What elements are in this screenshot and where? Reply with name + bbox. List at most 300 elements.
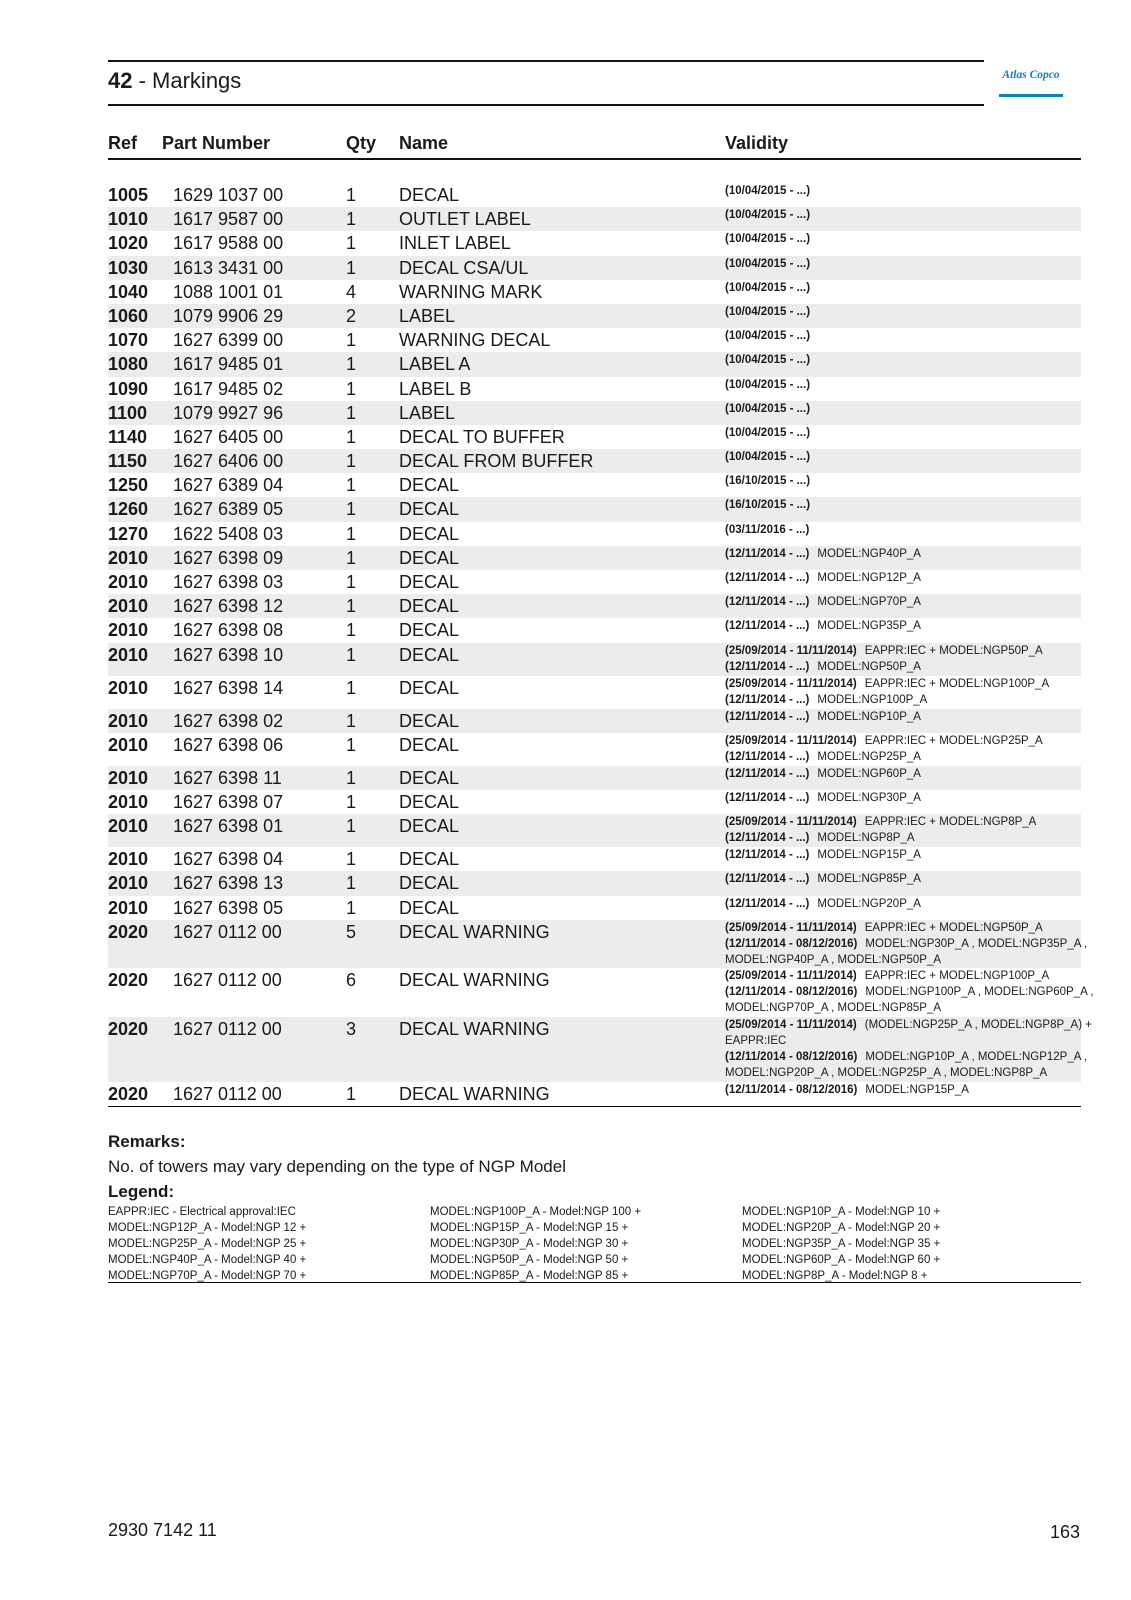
name-cell: DECAL xyxy=(399,596,460,617)
parts-table-body xyxy=(108,183,1094,1107)
ref-cell: 2020 xyxy=(108,1018,149,1039)
ref-cell: 2010 xyxy=(108,767,149,788)
validity-cell xyxy=(725,207,810,223)
remarks-section xyxy=(108,1132,1081,1283)
validity-cell xyxy=(725,766,921,782)
table-row xyxy=(108,231,1081,255)
validity-date-range: (12/11/2014 - ...) xyxy=(725,849,810,862)
validity-line xyxy=(725,594,921,610)
validity-cell xyxy=(725,497,810,513)
validity-cell xyxy=(725,570,921,586)
qty-cell: 1 xyxy=(346,233,357,254)
part-number-cell: 1617 9588 00 xyxy=(173,233,284,254)
legend-entry: MODEL:NGP30P_A - Model:NGP 30 + xyxy=(430,1238,629,1250)
part-number-cell: 1622 5408 03 xyxy=(173,523,284,544)
part-number-cell: 1627 6398 02 xyxy=(173,710,284,731)
table-row xyxy=(108,766,1081,790)
part-number-cell: 1627 6398 09 xyxy=(173,547,284,568)
table-row xyxy=(108,401,1081,425)
ref-cell: 2010 xyxy=(108,620,149,641)
validity-date-range: (12/11/2014 - 08/12/2016) xyxy=(725,1083,858,1096)
qty-cell: 1 xyxy=(346,644,357,665)
qty-cell: 1 xyxy=(346,209,357,230)
part-number-cell: 1079 9927 96 xyxy=(173,402,284,423)
part-number-cell: 1627 6398 12 xyxy=(173,596,284,617)
validity-condition: MODEL:NGP15P_A xyxy=(865,1083,969,1096)
part-number-cell: 1627 6398 13 xyxy=(173,873,284,894)
validity-date-range: (12/11/2014 - ...) xyxy=(725,832,810,845)
validity-line xyxy=(725,790,921,806)
name-cell: DECAL xyxy=(399,734,460,755)
validity-cell xyxy=(725,546,921,562)
validity-date-range: (10/04/2015 - ...) xyxy=(725,402,811,415)
name-cell: DECAL xyxy=(399,849,460,870)
validity-date-range: (12/11/2014 - ...) xyxy=(725,750,810,763)
name-cell: LABEL B xyxy=(399,378,472,399)
table-row xyxy=(108,594,1081,618)
validity-date-range: (10/04/2015 - ...) xyxy=(725,305,811,318)
qty-cell: 4 xyxy=(346,281,357,302)
validity-condition: EAPPR:IEC + MODEL:NGP25P_A xyxy=(864,734,1043,747)
validity-cell xyxy=(725,594,921,610)
validity-cell xyxy=(725,1017,1092,1081)
legend-column xyxy=(108,1204,306,1284)
validity-line xyxy=(725,401,810,417)
qty-cell: 2 xyxy=(346,305,357,326)
document-number: 2930 7142 11 xyxy=(108,1520,217,1540)
validity-date-range: (25/09/2014 - 11/11/2014) xyxy=(725,921,857,934)
part-number-cell: 1627 6398 14 xyxy=(173,677,284,698)
part-number-cell: 1627 6405 00 xyxy=(173,426,284,447)
validity-date-range: (10/04/2015 - ...) xyxy=(725,233,811,246)
validity-condition: MODEL:NGP25P_A xyxy=(817,750,921,763)
legend-entry: MODEL:NGP35P_A - Model:NGP 35 + xyxy=(742,1238,941,1250)
legend-entry: MODEL:NGP50P_A - Model:NGP 50 + xyxy=(430,1254,629,1266)
validity-line xyxy=(725,847,921,863)
table-row xyxy=(108,328,1081,352)
validity-line xyxy=(725,936,1087,952)
name-cell: DECAL xyxy=(399,523,460,544)
part-number-cell: 1627 6389 04 xyxy=(173,475,284,496)
validity-cell xyxy=(725,871,921,887)
qty-cell: 1 xyxy=(346,451,357,472)
table-row xyxy=(108,449,1081,473)
validity-condition: EAPPR:IEC + MODEL:NGP50P_A xyxy=(864,644,1043,657)
part-number-cell: 1627 6398 04 xyxy=(173,849,284,870)
qty-cell: 1 xyxy=(346,734,357,755)
table-row xyxy=(108,522,1081,546)
validity-line xyxy=(725,570,921,586)
validity-condition: MODEL:NGP40P_A , MODEL:NGP50P_A xyxy=(725,953,942,966)
validity-cell xyxy=(725,352,810,368)
validity-cell xyxy=(725,676,1049,708)
validity-date-range: (25/09/2014 - 11/11/2014) xyxy=(725,734,857,747)
ref-cell: 2010 xyxy=(108,873,149,894)
name-cell: DECAL xyxy=(399,572,460,592)
ref-cell: 2010 xyxy=(108,547,149,568)
ref-cell: 2020 xyxy=(108,921,149,942)
validity-date-range: (12/11/2014 - ...) xyxy=(725,572,810,584)
part-number-cell: 1627 6398 01 xyxy=(173,816,284,837)
brand-logo xyxy=(999,62,1063,97)
validity-date-range: (16/10/2015 - ...) xyxy=(725,475,811,488)
name-cell: INLET LABEL xyxy=(399,233,511,254)
ref-cell: 2010 xyxy=(108,849,149,870)
validity-line xyxy=(725,352,810,368)
part-number-cell: 1627 6398 06 xyxy=(173,734,284,755)
legend-column xyxy=(742,1204,940,1284)
validity-line xyxy=(725,896,921,912)
qty-cell: 1 xyxy=(346,330,357,351)
validity-date-range: (12/11/2014 - 08/12/2016) xyxy=(725,1050,858,1063)
validity-date-range: (12/11/2014 - ...) xyxy=(725,710,810,723)
table-row xyxy=(108,1082,1081,1107)
name-cell: DECAL xyxy=(399,475,460,496)
ref-cell: 2010 xyxy=(108,734,149,755)
validity-line xyxy=(725,709,921,725)
validity-date-range: (12/11/2014 - 08/12/2016) xyxy=(725,937,858,950)
name-cell: DECAL xyxy=(399,644,460,665)
ref-cell: 2010 xyxy=(108,644,149,665)
qty-cell: 1 xyxy=(346,677,357,698)
validity-line xyxy=(725,546,921,562)
part-number-cell: 1627 6399 00 xyxy=(173,330,284,351)
table-row xyxy=(108,352,1081,376)
legend-entry: MODEL:NGP25P_A - Model:NGP 25 + xyxy=(108,1238,307,1250)
part-number-cell: 1627 6406 00 xyxy=(173,451,284,472)
validity-cell xyxy=(725,1082,969,1098)
validity-date-range: (10/04/2015 - ...) xyxy=(725,451,811,464)
qty-cell: 1 xyxy=(346,873,357,894)
validity-date-range: (12/11/2014 - ...) xyxy=(725,660,810,673)
brand-logo-text: Atlas Copco xyxy=(1002,69,1060,81)
qty-cell: 1 xyxy=(346,897,357,918)
name-cell: DECAL xyxy=(399,677,460,698)
validity-line xyxy=(725,377,810,393)
qty-cell: 1 xyxy=(346,620,357,641)
validity-line xyxy=(725,920,1087,936)
validity-line xyxy=(725,814,1036,830)
validity-line xyxy=(725,618,921,634)
table-header xyxy=(108,130,1081,160)
validity-date-range: (12/11/2014 - ...) xyxy=(725,873,810,886)
validity-date-range: (12/11/2014 - ...) xyxy=(725,620,810,633)
part-number-cell: 1627 0112 00 xyxy=(173,921,282,942)
part-number-cell: 1088 1001 01 xyxy=(173,281,284,302)
name-cell: DECAL xyxy=(399,873,460,894)
validity-date-range: (10/04/2015 - ...) xyxy=(725,426,811,439)
validity-cell xyxy=(725,401,810,417)
ref-cell: 2020 xyxy=(108,1083,149,1104)
validity-line xyxy=(725,207,810,223)
name-cell: WARNING DECAL xyxy=(399,330,551,351)
qty-cell: 1 xyxy=(346,475,357,496)
ref-cell: 2010 xyxy=(108,596,149,617)
validity-condition: (MODEL:NGP25P_A , MODEL:NGP8P_A) + xyxy=(864,1018,1092,1031)
qty-cell: 1 xyxy=(346,354,357,375)
validity-line xyxy=(725,984,1094,1000)
qty-cell: 1 xyxy=(346,849,357,870)
validity-cell xyxy=(725,328,810,344)
validity-cell xyxy=(725,377,810,393)
name-cell: DECAL xyxy=(399,816,460,837)
qty-cell: 1 xyxy=(346,499,357,520)
name-cell: LABEL xyxy=(399,402,456,423)
legend-entry: MODEL:NGP85P_A - Model:NGP 85 + xyxy=(430,1270,629,1282)
validity-condition: EAPPR:IEC + MODEL:NGP100P_A xyxy=(864,677,1050,690)
validity-date-range: (10/04/2015 - ...) xyxy=(725,330,811,343)
part-number-cell: 1627 6389 05 xyxy=(173,499,284,520)
name-cell: DECAL WARNING xyxy=(399,921,550,942)
validity-date-range: (03/11/2016 - ...) xyxy=(725,523,810,536)
validity-date-range: (25/09/2014 - 11/11/2014) xyxy=(725,1018,857,1031)
validity-date-range: (10/04/2015 - ...) xyxy=(725,257,811,270)
validity-line xyxy=(725,522,809,538)
ref-cell: 2010 xyxy=(108,710,149,731)
validity-date-range: (10/04/2015 - ...) xyxy=(725,378,811,391)
col-header-part-number: Part Number xyxy=(162,133,271,153)
validity-line xyxy=(725,1000,1094,1016)
ref-cell: 1060 xyxy=(108,305,149,326)
validity-line xyxy=(725,231,810,247)
validity-cell xyxy=(725,618,921,634)
validity-cell xyxy=(725,280,810,296)
qty-cell: 6 xyxy=(346,970,357,991)
col-header-ref: Ref xyxy=(108,133,138,153)
validity-line xyxy=(725,449,810,465)
validity-condition: EAPPR:IEC + MODEL:NGP100P_A xyxy=(864,970,1050,983)
validity-condition: MODEL:NGP100P_A , MODEL:NGP60P_A , xyxy=(865,986,1094,999)
validity-cell xyxy=(725,733,1043,765)
validity-condition: MODEL:NGP30P_A , MODEL:NGP35P_A , xyxy=(865,937,1088,950)
part-number-cell: 1627 6398 11 xyxy=(173,767,282,788)
ref-cell: 1030 xyxy=(108,257,149,278)
validity-cell xyxy=(725,522,809,538)
legend-entry: MODEL:NGP10P_A - Model:NGP 10 + xyxy=(742,1206,941,1218)
validity-line xyxy=(725,256,810,272)
part-number-cell: 1627 6398 10 xyxy=(173,644,284,665)
name-cell: DECAL xyxy=(399,185,460,205)
validity-line xyxy=(725,871,921,887)
validity-line xyxy=(725,692,1049,708)
legend-entry: MODEL:NGP15P_A - Model:NGP 15 + xyxy=(430,1222,629,1234)
page-number: 163 xyxy=(1050,1522,1081,1542)
legend-entry: MODEL:NGP20P_A - Model:NGP 20 + xyxy=(742,1222,941,1234)
legend-entry: MODEL:NGP70P_A - Model:NGP 70 + xyxy=(108,1270,307,1282)
chapter-number: 42 xyxy=(108,68,133,93)
validity-date-range: (16/10/2015 - ...) xyxy=(725,499,811,512)
validity-line xyxy=(725,473,810,489)
legend-entry: MODEL:NGP100P_A - Model:NGP 100 + xyxy=(430,1206,642,1218)
table-row xyxy=(108,643,1081,676)
ref-cell: 1070 xyxy=(108,330,149,351)
name-cell: LABEL xyxy=(399,305,456,326)
ref-cell: 1090 xyxy=(108,378,149,399)
validity-condition: MODEL:NGP85P_A xyxy=(817,873,921,886)
table-row xyxy=(108,256,1081,280)
ref-cell: 1260 xyxy=(108,499,149,520)
remarks-text: No. of towers may vary depending on the type of NGP Model xyxy=(108,1157,566,1176)
validity-line xyxy=(725,183,810,199)
validity-condition: MODEL:NGP10P_A , MODEL:NGP12P_A , xyxy=(865,1050,1088,1063)
validity-condition: EAPPR:IEC xyxy=(725,1034,787,1047)
name-cell: DECAL xyxy=(399,791,460,812)
part-number-cell: 1627 6398 08 xyxy=(173,620,284,641)
name-cell: DECAL xyxy=(399,767,460,788)
legend-entry: MODEL:NGP60P_A - Model:NGP 60 + xyxy=(742,1254,941,1266)
validity-condition: MODEL:NGP50P_A xyxy=(817,660,921,673)
validity-cell xyxy=(725,256,810,272)
qty-cell: 1 xyxy=(346,791,357,812)
table-row xyxy=(108,497,1081,521)
table-row xyxy=(108,570,1081,594)
remarks-title: Remarks: xyxy=(108,1132,186,1151)
validity-date-range: (12/11/2014 - ...) xyxy=(725,897,810,910)
qty-cell: 1 xyxy=(346,572,357,592)
ref-cell: 2010 xyxy=(108,572,149,592)
ref-cell: 2010 xyxy=(108,791,149,812)
name-cell: DECAL xyxy=(399,547,460,568)
ref-cell: 2010 xyxy=(108,816,149,837)
validity-line xyxy=(725,676,1049,692)
part-number-cell: 1629 1037 00 xyxy=(173,185,284,205)
legend-entry: MODEL:NGP40P_A - Model:NGP 40 + xyxy=(108,1254,307,1266)
qty-cell: 5 xyxy=(346,921,357,942)
part-number-cell: 1627 6398 03 xyxy=(173,572,284,592)
ref-cell: 1150 xyxy=(108,451,148,472)
validity-line xyxy=(725,749,1043,765)
validity-cell xyxy=(725,847,921,863)
validity-condition: MODEL:NGP70P_A xyxy=(817,596,921,609)
table-row xyxy=(108,304,1081,328)
validity-cell xyxy=(725,449,810,465)
qty-cell: 1 xyxy=(346,710,357,731)
validity-cell xyxy=(725,425,810,441)
validity-condition: MODEL:NGP15P_A xyxy=(817,849,921,862)
validity-condition: MODEL:NGP8P_A xyxy=(817,832,915,845)
validity-cell xyxy=(725,304,810,320)
validity-date-range: (12/11/2014 - ...) xyxy=(725,547,810,560)
name-cell: DECAL xyxy=(399,499,460,520)
name-cell: OUTLET LABEL xyxy=(399,209,531,230)
table-row xyxy=(108,968,1094,1017)
validity-condition: MODEL:NGP70P_A , MODEL:NGP85P_A xyxy=(725,1002,942,1015)
legend-title: Legend: xyxy=(108,1182,175,1201)
validity-line xyxy=(725,733,1043,749)
validity-date-range: (10/04/2015 - ...) xyxy=(725,354,811,367)
validity-line xyxy=(725,280,810,296)
table-row xyxy=(108,814,1081,847)
table-row xyxy=(108,896,1081,920)
ref-cell: 1140 xyxy=(108,426,148,447)
validity-date-range: (12/11/2014 - ...) xyxy=(725,791,810,804)
ref-cell: 1040 xyxy=(108,281,149,302)
table-row xyxy=(108,920,1088,969)
validity-line xyxy=(725,304,810,320)
validity-date-range: (12/11/2014 - ...) xyxy=(725,693,810,706)
validity-condition: EAPPR:IEC + MODEL:NGP8P_A xyxy=(864,816,1037,829)
name-cell: DECAL WARNING xyxy=(399,1018,550,1039)
validity-line xyxy=(725,766,921,782)
qty-cell: 1 xyxy=(346,426,357,447)
validity-condition: MODEL:NGP60P_A xyxy=(817,767,921,780)
validity-date-range: (25/09/2014 - 11/11/2014) xyxy=(725,644,857,657)
ref-cell: 1250 xyxy=(108,475,149,496)
part-number-cell: 1627 0112 00 xyxy=(173,1018,282,1039)
validity-line xyxy=(725,1049,1092,1065)
legend-entry: EAPPR:IEC - Electrical approval:IEC xyxy=(108,1206,296,1218)
validity-cell xyxy=(725,896,921,912)
validity-condition: MODEL:NGP20P_A xyxy=(817,897,921,910)
validity-date-range: (12/11/2014 - ...) xyxy=(725,767,810,780)
table-row xyxy=(108,733,1081,766)
ref-cell: 2010 xyxy=(108,897,149,918)
legend-entry: MODEL:NGP8P_A - Model:NGP 8 + xyxy=(742,1270,928,1282)
name-cell: DECAL CSA/UL xyxy=(399,257,529,278)
part-number-cell: 1613 3431 00 xyxy=(173,257,284,278)
col-header-qty: Qty xyxy=(346,133,377,153)
qty-cell: 1 xyxy=(346,185,357,205)
validity-line xyxy=(725,1082,969,1098)
table-row xyxy=(108,425,1081,449)
validity-condition: MODEL:NGP30P_A xyxy=(817,791,921,804)
part-number-cell: 1617 9485 02 xyxy=(173,378,284,399)
validity-condition: MODEL:NGP40P_A xyxy=(817,547,921,560)
name-cell: DECAL xyxy=(399,710,460,731)
legend-column xyxy=(430,1204,641,1284)
name-cell: WARNING MARK xyxy=(399,281,543,302)
qty-cell: 1 xyxy=(346,257,357,278)
table-row xyxy=(108,871,1081,895)
validity-line xyxy=(725,659,1043,675)
part-number-cell: 1617 9485 01 xyxy=(173,354,284,375)
validity-line xyxy=(725,328,810,344)
table-row xyxy=(108,183,1081,207)
qty-cell: 1 xyxy=(346,596,357,617)
validity-cell xyxy=(725,968,1094,1016)
validity-line xyxy=(725,497,810,513)
validity-condition: MODEL:NGP12P_A xyxy=(817,572,921,584)
table-row xyxy=(108,709,1081,733)
validity-line xyxy=(725,1033,1092,1049)
validity-cell xyxy=(725,183,810,199)
part-number-cell: 1627 6398 07 xyxy=(173,791,284,812)
validity-date-range: (12/11/2014 - ...) xyxy=(725,596,810,609)
ref-cell: 1020 xyxy=(108,233,149,254)
part-number-cell: 1617 9587 00 xyxy=(173,209,284,230)
name-cell: DECAL WARNING xyxy=(399,1083,550,1104)
qty-cell: 1 xyxy=(346,378,357,399)
table-row xyxy=(108,280,1081,304)
ref-cell: 1010 xyxy=(108,209,149,230)
validity-date-range: (12/11/2014 - 08/12/2016) xyxy=(725,986,858,999)
table-row xyxy=(108,473,1081,497)
part-number-cell: 1627 0112 00 xyxy=(173,1083,282,1104)
qty-cell: 3 xyxy=(346,1018,357,1039)
validity-line xyxy=(725,1065,1092,1081)
validity-line xyxy=(725,643,1043,659)
col-header-name: Name xyxy=(399,133,449,153)
validity-line xyxy=(725,830,1036,846)
validity-cell xyxy=(725,790,921,806)
table-row xyxy=(108,377,1081,401)
qty-cell: 1 xyxy=(346,767,357,788)
validity-cell xyxy=(725,231,810,247)
col-header-validity: Validity xyxy=(725,133,789,153)
name-cell: DECAL TO BUFFER xyxy=(399,426,565,447)
table-row xyxy=(108,1017,1092,1082)
name-cell: DECAL WARNING xyxy=(399,970,550,991)
